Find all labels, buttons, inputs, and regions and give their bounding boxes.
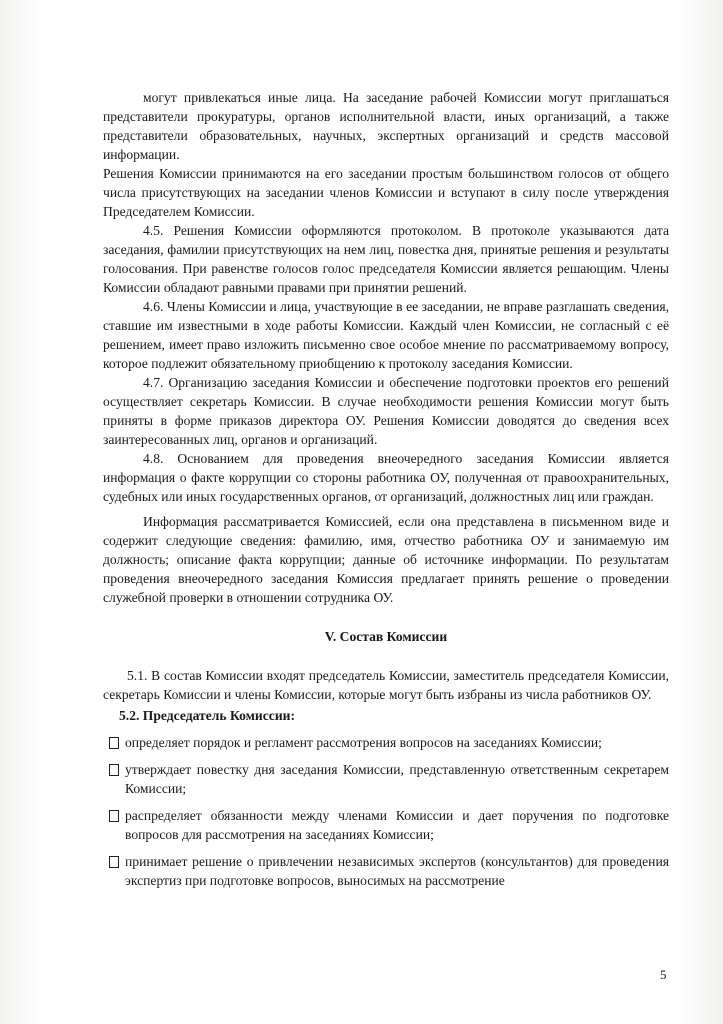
page-number: 5 xyxy=(660,967,667,982)
paragraph-information: Информация рассматривается Комиссией, если она представлена в письменном виде и содержит следующие сведения: фамилию, имя, отчество работника ОУ и занимаемую им должность; описание факта коррупции; данные об источнике информации. По результатам проведения внеочередного заседания Комиссия предлагает принять решение о проведении служебной проверки в отношении сотрудника ОУ. xyxy=(103,514,669,605)
paragraph-5-1: 5.1. В состав Комиссии входят председатель Комиссии, заместитель председателя Комиссии, секретарь Комиссии и члены Комиссии, которые могут быть избраны из числа работников ОУ. xyxy=(103,668,669,702)
paragraph-continuation: могут привлекаться иные лица. На заседание рабочей Комиссии могут приглашаться представители прокуратуры, органов исполнительной власти, иных организаций, а также представители образовательных, научных, экспертных организаций и средств массовой информации. xyxy=(103,90,669,162)
chairman-duties-list xyxy=(103,733,669,890)
subsection-5-2-title xyxy=(103,706,669,725)
list-item xyxy=(103,760,669,798)
list-item-text: принимает решение о привлечении независимых экспертов (консультантов) для проведения экспертиз при подготовке вопросов, выносимых на рассмотрение xyxy=(125,854,669,888)
paragraph-4-5: 4.5. Решения Комиссии оформляются протоколом. В протоколе указываются дата заседания, фамилии присутствующих на нем лиц, повестка дня, принятые решения и результаты голосования. При равенстве голосов голос председателя Комиссии является решающим. Члены Комиссии обладают равными правами при принятии решений. xyxy=(103,223,669,295)
document-body xyxy=(103,88,669,890)
list-item-text: утверждает повестку дня заседания Комиссии, представленную ответственным секретарем Комиссии; xyxy=(125,762,669,796)
paragraph-4-6: 4.6. Члены Комиссии и лица, участвующие в ее заседании, не вправе разглашать сведения, ставшие им известными в ходе работы Комиссии. Каждый член Комиссии, не согласный с её решением, имеет право изложить письменно свое особое мнение по рассматриваемому вопросу, которое подлежит обязательному приобщению к протоколу заседания Комиссии. xyxy=(103,299,669,371)
section-heading: V. Состав Комиссии xyxy=(324,629,448,644)
paragraph-4-7: 4.7. Организацию заседания Комиссии и обеспечение подготовки проектов его решений осуществляет секретарь Комиссии. В случае необходимости решения Комиссии могут быть приняты в форме приказов директора ОУ. Решения Комиссии доводятся до сведения всех заинтересованных лиц, органов и организаций. xyxy=(103,375,669,447)
paragraph-4-8: 4.8. Основанием для проведения внеочередного заседания Комиссии является информация о факте коррупции со стороны работника ОУ, полученная от правоохранительных, судебных или иных государственных органов, от организаций, должностных лиц или граждан. xyxy=(103,451,669,504)
list-item xyxy=(103,733,669,752)
list-item xyxy=(103,852,669,890)
list-item xyxy=(103,806,669,844)
paragraph-decisions: Решения Комиссии принимаются на его заседании простым большинством голосов от общего числа присутствующих на заседании членов Комиссии и вступают в силу после утверждения Председателем Комиссии. xyxy=(103,166,669,219)
subsection-5-2-label: 5.2. Председатель Комиссии: xyxy=(119,708,296,723)
list-item-text: распределяет обязанности между членами Комиссии и дает поручения по подготовке вопросов для рассмотрения на заседаниях Комиссии; xyxy=(125,808,669,842)
list-item-text: определяет порядок и регламент рассмотрения вопросов на заседаниях Комиссии; xyxy=(125,735,602,750)
